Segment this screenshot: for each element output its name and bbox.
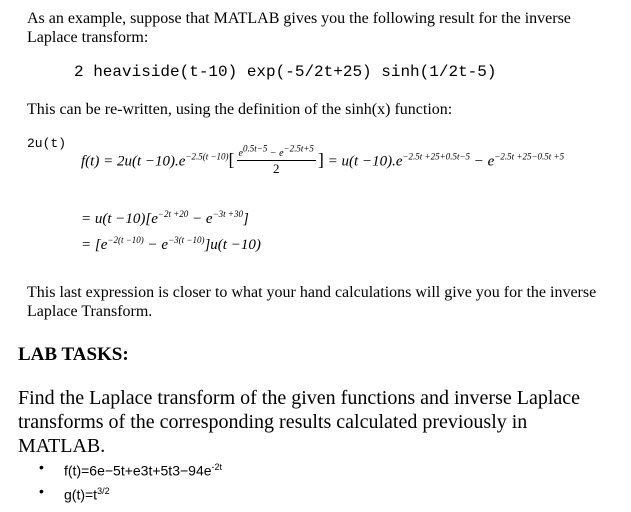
eq2-line1-exp-a: −2t +20 <box>157 209 189 219</box>
eq1-rhs-exp-a: −2.5t +25+0.5t−5 <box>402 151 471 162</box>
eq1-frac-num-b-exp: −2.5t+5 <box>283 143 314 154</box>
rewrite-paragraph: This can be re-written, using the definition of the sinh(x) function: <box>27 101 453 118</box>
eq1-frac-den: 2 <box>272 161 280 176</box>
eq2-line1-exp-b: −3t +30 <box>212 209 243 219</box>
equation-2-line-1 <box>81 211 249 228</box>
task-function-g: g(t)=t <box>64 486 98 503</box>
equation-1 <box>81 143 565 176</box>
eq1-bracket-open: [ <box>228 149 235 170</box>
task-list <box>34 456 222 504</box>
eq1-frac-num-a: e <box>238 148 243 159</box>
intro-paragraph: As an example, suppose that MATLAB gives you the following result for the inverse Laplace transform: <box>27 10 571 46</box>
eq1-frac-num-a-exp: 0.5t−5 <box>243 143 268 154</box>
list-item <box>34 456 222 480</box>
eq2-line2-minus: − e <box>143 237 169 253</box>
eq2-line1-a: = u(t −10)[e <box>81 211 158 227</box>
eq2-line2-exp-b: −3(t −10) <box>168 235 205 245</box>
bullet: • <box>39 459 44 475</box>
eq2-line1-minus: − e <box>188 211 213 227</box>
lab-tasks-heading: LAB TASKS: <box>18 344 129 365</box>
list-item <box>34 480 222 504</box>
eq1-lhs: f(t) = 2u(t −10).e <box>81 153 186 170</box>
eq1-lhs-exponent: −2.5(t −10) <box>185 151 229 162</box>
closing-paragraph: This last expression is closer to what your hand calculations will give you for the inverse Laplace Transform. <box>27 284 597 320</box>
eq1-bracket-close: ] <box>317 149 324 170</box>
eq2-line2-close: ]u(t −10) <box>204 237 261 253</box>
eq1-rhs: = u(t −10).e <box>323 153 403 170</box>
matlab-result: 2 heaviside(t-10) exp(-5/2t+25) sinh(1/2t-5) <box>74 63 497 81</box>
task-function-f-exp: -2t <box>211 462 223 472</box>
eq2-line1-close: ] <box>243 211 249 227</box>
task-function-g-exp: 3/2 <box>97 486 110 496</box>
equation-2-line-2 <box>81 237 261 254</box>
lab-tasks-description: Find the Laplace transform of the given functions and inverse Laplace transforms of the corresponding results calculated previously in MATLAB. <box>18 387 581 457</box>
task-function-f: f(t)=6e−5t+e3t+5t3−94e <box>64 462 212 479</box>
code-label: 2u(t) <box>27 136 67 151</box>
eq1-rhs-exp-b: −2.5t +25−0.5t +5 <box>494 151 565 162</box>
bullet: • <box>39 483 44 499</box>
eq1-fraction <box>237 143 316 176</box>
eq2-line2-a: = [e <box>81 237 108 253</box>
eq2-line2-exp-a: −2(t −10) <box>107 235 144 245</box>
eq1-frac-num-minus: − e <box>267 148 284 159</box>
eq1-rhs-minus: − e <box>470 153 495 170</box>
